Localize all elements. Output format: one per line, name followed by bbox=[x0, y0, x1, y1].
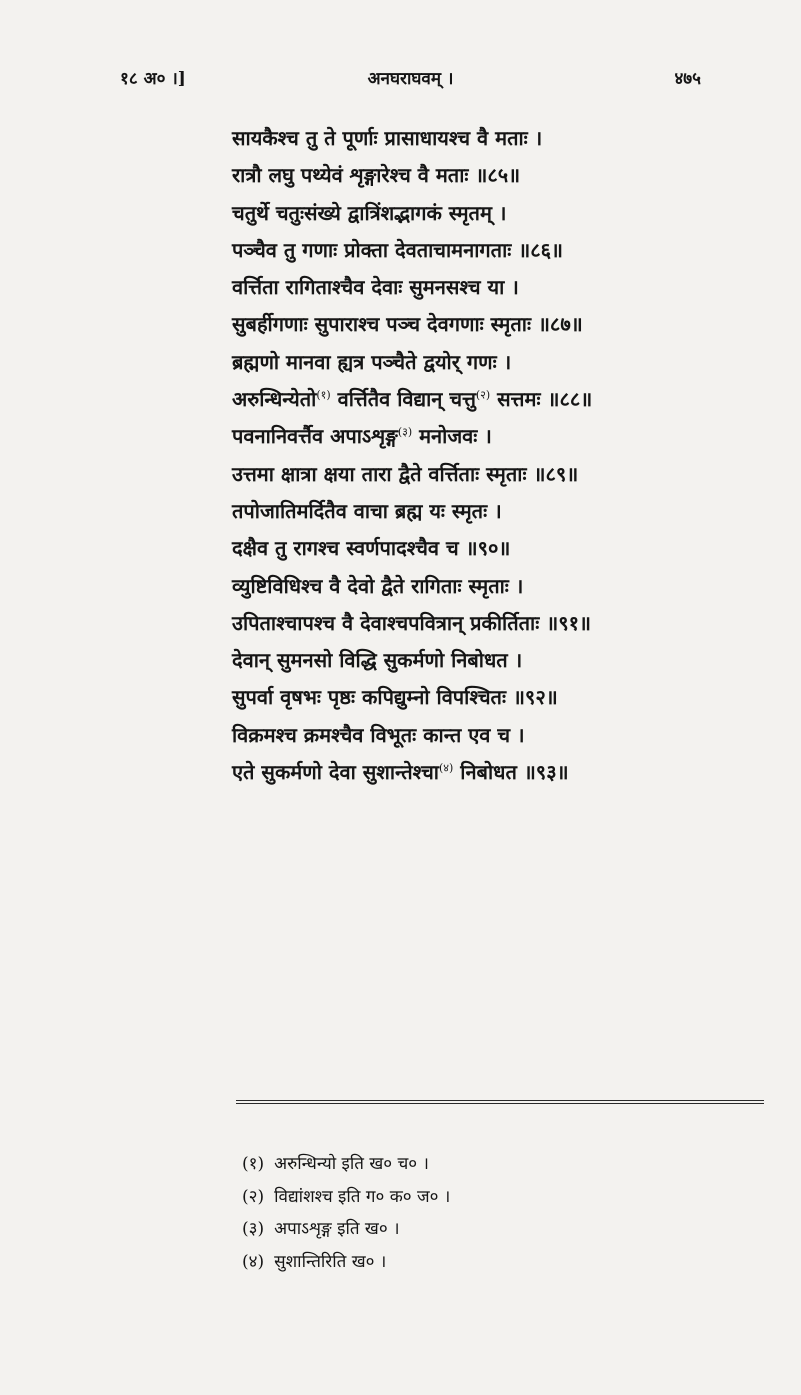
footnote-text: अपाऽशृङ्ग इति ख० । bbox=[274, 1219, 400, 1239]
footnote-text: अरुन्धिन्यो इति ख० च० । bbox=[274, 1154, 429, 1174]
verse-line bbox=[232, 344, 732, 381]
verse-text: रात्रौ लघु पथ्येवं शृङ्गारेश्च वै मताः ॥८५॥ bbox=[232, 163, 521, 188]
verse-text: वर्त्तितैव विद्यान् चत्तु bbox=[330, 387, 476, 412]
verse-text: व्युष्टिविधिश्च वै देवो द्वैते रागिताः स्मृताः । bbox=[232, 573, 524, 598]
verse-text: पञ्चैव तु गणाः प्रोक्ता देवताचामनागताः ॥८६॥ bbox=[232, 237, 564, 262]
verse-line bbox=[232, 232, 732, 269]
footnote bbox=[242, 1181, 662, 1214]
footnote-text: सुशान्तिरिति ख० । bbox=[274, 1251, 387, 1272]
footnotes bbox=[242, 1148, 662, 1278]
verse-text: अरुन्धिन्येतो bbox=[232, 387, 317, 412]
verse-text: तपोजातिमर्दितैव वाचा ब्रह्म यः स्मृतः । bbox=[232, 498, 502, 523]
footnote-number: (४) bbox=[242, 1251, 265, 1272]
running-header bbox=[120, 66, 701, 96]
footnote-divider bbox=[236, 1100, 764, 1101]
verse-text: सुबर्हीगणाः सुपाराश्च पञ्च देवगणाः स्मृताः ॥८७॥ bbox=[232, 312, 583, 337]
verse-line bbox=[232, 195, 732, 232]
verse-text: सुपर्वा वृषभः पृष्ठः कपिद्युम्नो विपश्चितः ॥९२॥ bbox=[232, 685, 558, 710]
footnote-marker: (४) bbox=[439, 761, 454, 775]
verse-line bbox=[232, 157, 732, 194]
verse-text: उत्तमा क्षात्रा क्षया तारा द्वैते वर्त्तिताः स्मृताः ॥८९॥ bbox=[232, 461, 579, 486]
verse-line bbox=[232, 642, 732, 679]
verse-line bbox=[232, 717, 732, 754]
footnote-number: (३) bbox=[242, 1219, 265, 1239]
verse-text: पवनानिवर्त्तैव अपाऽशृङ्ग bbox=[232, 424, 398, 449]
footnote-text: विद्यांशश्च इति ग० क० ज० । bbox=[274, 1186, 451, 1207]
verse-line bbox=[232, 381, 732, 418]
footnote-marker: (३) bbox=[397, 425, 413, 439]
verse-text: सत्तमः ॥८८॥ bbox=[490, 387, 593, 412]
verse-line bbox=[232, 679, 732, 716]
footnote bbox=[242, 1246, 662, 1279]
verse-line bbox=[232, 120, 732, 157]
chapter-reference: १८ अ० ।] bbox=[120, 69, 186, 89]
verse-text: ब्रह्मणो मानवा ह्यत्र पञ्चैते द्वयोर् गणः । bbox=[232, 349, 512, 374]
footnote-marker: (२) bbox=[475, 388, 491, 402]
verse-line bbox=[232, 456, 732, 493]
verse-text: देवान् सुमनसो विद्धि सुकर्मणो निबोधत । bbox=[232, 648, 523, 673]
page-number: ४७५ bbox=[674, 69, 701, 89]
verse-text: वर्त्तिता रागिताश्चैव देवाः सुमनसश्च या । bbox=[232, 275, 519, 300]
running-title: अनघराघवम् । bbox=[367, 69, 454, 89]
verse-line bbox=[232, 754, 732, 791]
verse-text: दक्षैव तु रागश्च स्वर्णपादश्चैव च ॥९०॥ bbox=[232, 536, 511, 561]
verse-text: एते सुकर्मणो देवा सुशान्तेश्चा bbox=[232, 760, 439, 785]
footnote-number: (१) bbox=[242, 1154, 265, 1174]
verse-line bbox=[232, 269, 732, 306]
footnote bbox=[242, 1148, 662, 1181]
verse-line bbox=[232, 493, 732, 530]
verse-line bbox=[232, 306, 732, 343]
footnote-marker: (१) bbox=[316, 388, 331, 402]
verse-text: निबोधत ॥९३॥ bbox=[453, 760, 569, 785]
footnote bbox=[242, 1213, 662, 1246]
verse-text: मनोजवः । bbox=[412, 424, 492, 449]
footnote-number: (२) bbox=[242, 1186, 265, 1207]
verse-line bbox=[232, 605, 732, 642]
verse-line bbox=[232, 530, 732, 567]
verse-text: चतुर्थे चतुःसंख्ये द्वात्रिंशद्भागकं स्मृतम् । bbox=[232, 200, 507, 225]
verse-block bbox=[232, 120, 732, 791]
footnote-divider bbox=[236, 1103, 764, 1104]
verse-text: विक्रमश्च क्रमश्चैव विभूतः कान्त एव च । bbox=[232, 722, 525, 747]
verse-line bbox=[232, 568, 732, 605]
verse-text: सायकैश्च तु ते पूर्णाः प्रासाधायश्च वै मताः । bbox=[232, 126, 543, 150]
verse-line bbox=[232, 418, 732, 455]
verse-text: उपिताश्चापश्च वै देवाश्चपवित्रान् प्रकीर्तिताः ॥९१॥ bbox=[232, 610, 591, 635]
